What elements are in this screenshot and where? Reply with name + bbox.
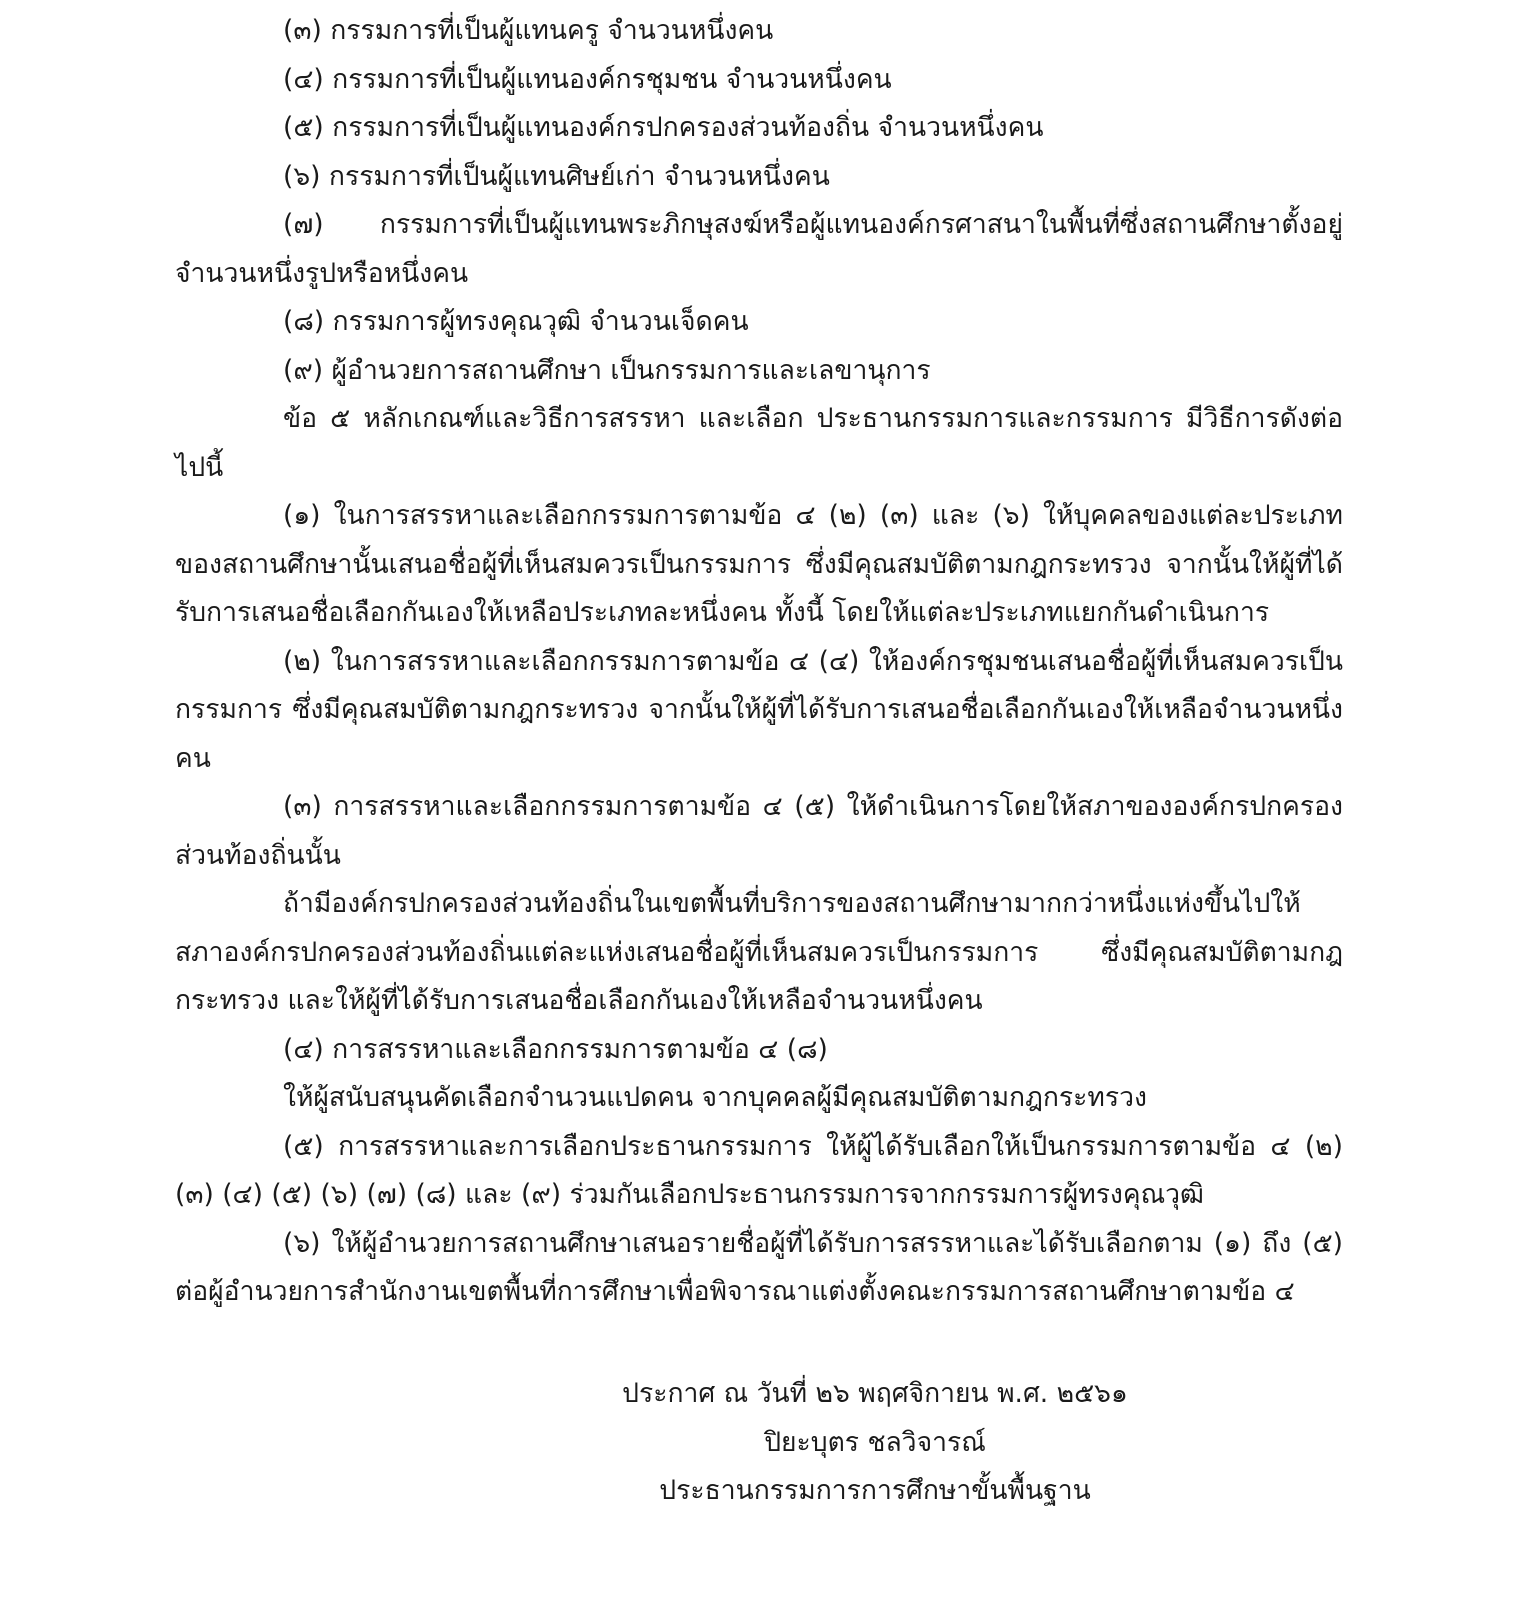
list-item: (๓) การสรรหาและเลือกกรรมการตามข้อ ๔ (๕) ให้ดำเนินการโดยให้สภาขององค์กรปกครองส่วนท้องถิ่นนั้น <box>175 791 1343 871</box>
clause-heading-paragraph: ข้อ ๕ หลักเกณฑ์และวิธีการสรรหา และเลือก ประธานกรรมการและกรรมการ มีวิธีการดังต่อไปนี้ <box>175 403 1343 483</box>
list-item: (๕) กรรมการที่เป็นผู้แทนองค์กรปกครองส่วนท้องถิ่น จำนวนหนึ่งคน <box>283 112 1044 143</box>
signatory-name: ปิยะบุตร ชลวิจารณ์ <box>764 1426 986 1458</box>
list-item: (๖) ให้ผู้อำนวยการสถานศึกษาเสนอรายชื่อผู้ที่ได้รับการสรรหาและได้รับเลือกตาม (๑) ถึง (๕) ต่อผู้อำนวยการสำนักงานเขตพื้นที่การศึกษาเพื่อพิจารณาแต่งตั้งคณะกรรมการสถานศึกษาตามข้อ ๔ <box>175 1227 1343 1307</box>
list-item: (๕) การสรรหาและการเลือกประธานกรรมการ ให้ผู้ได้รับเลือกให้เป็นกรรมการตามข้อ ๔ (๒) (๓) (๔) (๕) (๖) (๗) (๘) และ (๙) ร่วมกันเลือกประธานกรรมการจากกรรมการผู้ทรงคุณวุฒิ <box>175 1130 1343 1210</box>
list-item: (๑) ในการสรรหาและเลือกกรรมการตามข้อ ๔ (๒) (๓) และ (๖) ให้บุคคลของแต่ละประเภทของสถานศึกษานั้นเสนอชื่อผู้ที่เห็นสมควรเป็นกรรมการ ซึ่งมีคุณสมบัติตามกฎกระทรวง จากนั้นให้ผู้ที่ได้รับการเสนอชื่อเลือกกันเองให้เหลือประเภทละหนึ่งคน ทั้งนี้ โดยให้แต่ละประเภทแยกกันดำเนินการ <box>175 500 1343 628</box>
signature-block <box>595 1370 1155 1516</box>
list-item: (๒) ในการสรรหาและเลือกกรรมการตามข้อ ๔ (๔) ให้องค์กรชุมชนเสนอชื่อผู้ที่เห็นสมควรเป็นกรรมการ ซึ่งมีคุณสมบัติตามกฎกระทรวง จากนั้นให้ผู้ที่ได้รับการเสนอชื่อเลือกกันเองให้เหลือจำนวนหนึ่งคน <box>175 645 1343 774</box>
list-item: (๗) กรรมการที่เป็นผู้แทนพระภิกษุสงฆ์หรือผู้แทนองค์กรศาสนาในพื้นที่ซึ่งสถานศึกษาตั้งอยู่ จำนวนหนึ่งรูปหรือหนึ่งคน <box>175 209 1343 289</box>
body-paragraph: ถ้ามีองค์กรปกครองส่วนท้องถิ่นในเขตพื้นที่บริการของสถานศึกษามากกว่าหนึ่งแห่งขึ้นไปให้สภาองค์กรปกครองส่วนท้องถิ่นแต่ละแห่งเสนอชื่อผู้ที่เห็นสมควรเป็นกรรมการ ซึ่งมีคุณสมบัติตามกฎกระทรวง และให้ผู้ที่ได้รับการเสนอชื่อเลือกกันเองให้เหลือจำนวนหนึ่งคน <box>175 888 1343 1016</box>
announcement-date: ประกาศ ณ วันที่ ๒๖ พฤศจิกายน พ.ศ. ๒๕๖๑ <box>622 1378 1128 1409</box>
signatory-position: ประธานกรรมการการศึกษาขั้นพื้นฐาน <box>659 1475 1091 1506</box>
list-item: (๔) การสรรหาและเลือกกรรมการตามข้อ ๔ (๘) <box>283 1033 828 1065</box>
list-item: (๓) กรรมการที่เป็นผู้แทนครู จำนวนหนึ่งคน <box>283 15 774 46</box>
list-item: (๙) ผู้อำนวยการสถานศึกษา เป็นกรรมการและเลขานุการ <box>283 354 931 386</box>
list-item: (๘) กรรมการผู้ทรงคุณวุฒิ จำนวนเจ็ดคน <box>283 306 749 337</box>
list-item: (๖) กรรมการที่เป็นผู้แทนศิษย์เก่า จำนวนหนึ่งคน <box>283 160 830 192</box>
list-item: (๔) กรรมการที่เป็นผู้แทนองค์กรชุมชน จำนวนหนึ่งคน <box>283 63 892 95</box>
body-paragraph: ให้ผู้สนับสนุนคัดเลือกจำนวนแปดคน จากบุคคลผู้มีคุณสมบัติตามกฎกระทรวง <box>283 1082 1147 1113</box>
document-body <box>175 7 1343 1317</box>
